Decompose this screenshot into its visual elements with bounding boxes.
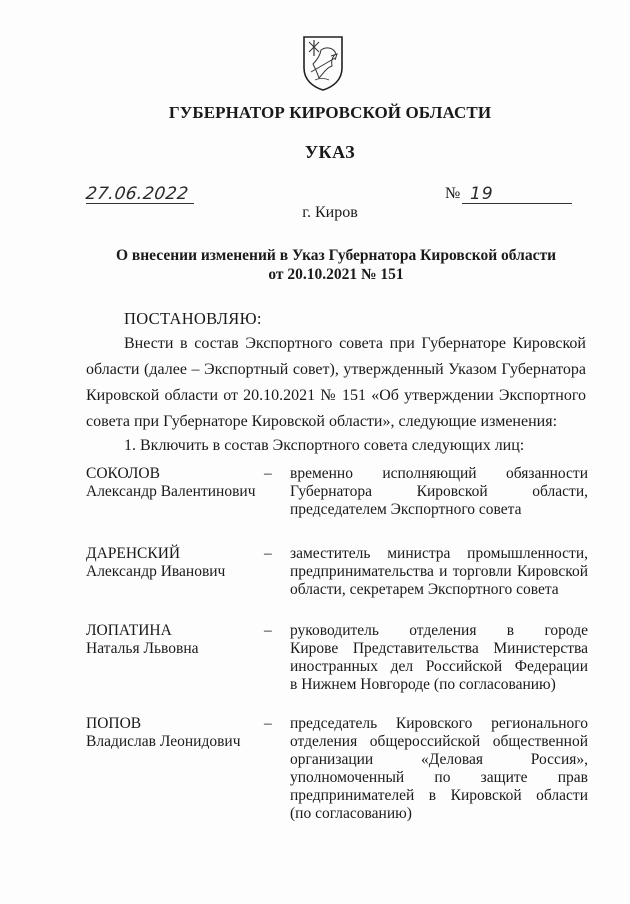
preamble-paragraph (86, 331, 586, 435)
position-line: временно исполняющий обязанности (290, 465, 588, 482)
coat-of-arms-emblem (301, 34, 345, 92)
member-name (86, 465, 266, 501)
position-line: отделения общероссийской общественной (290, 733, 588, 750)
handwritten-date: 27.06.2022 (84, 184, 190, 204)
preamble-line: Кировской области от 20.10.2021 № 151 «Об утверждении Экспортного (86, 387, 586, 404)
position-line: иностранных дел Российской Федерации (290, 658, 588, 675)
member-dash: – (264, 715, 272, 732)
position-line: предпринимателей в Кировской области (290, 787, 588, 804)
member-surname: ПОПОВ (86, 715, 142, 732)
position-line: организации «Деловая Россия», (290, 751, 588, 768)
member-dash: – (264, 545, 272, 562)
member-given-name: Александр Валентинович (86, 483, 256, 500)
member-dash: – (264, 622, 272, 639)
member-dash: – (264, 465, 272, 482)
position-line: области, секретарем Экспортного совета (290, 581, 559, 598)
member-surname: ДАРЕНСКИЙ (86, 545, 181, 562)
member-name (86, 622, 266, 658)
position-line: уполномоченный по защите прав (290, 769, 588, 786)
city: г. Киров (302, 204, 358, 221)
preamble-line: области (далее – Экспортный совет), утвержденный Указом Губернатора (86, 361, 586, 378)
item-1: 1. Включить в состав Экспортного совета следующих лиц: (124, 437, 525, 454)
member-given-name: Владислав Леонидович (86, 733, 241, 750)
position-line: председатель Кировского регионального (290, 715, 588, 732)
issuing-authority: ГУБЕРНАТОР КИРОВСКОЙ ОБЛАСТИ (168, 103, 492, 122)
document-title (0, 246, 630, 284)
member-given-name: Наталья Львовна (86, 640, 199, 657)
position-line: Кирове Представительства Министерства (290, 640, 588, 657)
member-surname: СОКОЛОВ (86, 465, 160, 482)
member-position (290, 545, 588, 599)
member-given-name: Александр Иванович (86, 563, 226, 580)
position-line: (по согласованию) (290, 805, 412, 822)
member-name (86, 715, 266, 751)
position-line: предпринимательства и торговли Кировской (290, 563, 588, 580)
position-line: руководитель отделения в городе (290, 622, 588, 639)
position-line: Губернатора Кировской области, (290, 483, 588, 500)
decree-word: ПОСТАНОВЛЯЮ: (124, 309, 262, 328)
title-line: от 20.10.2021 № 151 (268, 266, 404, 283)
position-line: заместитель министра промышленности, (290, 545, 588, 562)
member-surname: ЛОПАТИНА (86, 622, 172, 639)
preamble-line: Внести в состав Экспортного совета при Губернаторе Кировской (124, 335, 586, 352)
member-name (86, 545, 266, 581)
number-label: № (445, 185, 461, 202)
position-line: в Нижнем Новгороде (по согласованию) (290, 676, 556, 693)
document-type: УКАЗ (304, 142, 356, 162)
preamble-line: совета при Губернаторе Кировской области», следующие изменения: (86, 413, 558, 430)
member-position (290, 715, 588, 823)
member-position (290, 622, 588, 694)
position-line: председателем Экспортного совета (290, 501, 522, 518)
handwritten-number: 19 (470, 184, 494, 204)
member-position (290, 465, 588, 519)
title-line: О внесении изменений в Указ Губернатора Кировской области (115, 247, 557, 264)
